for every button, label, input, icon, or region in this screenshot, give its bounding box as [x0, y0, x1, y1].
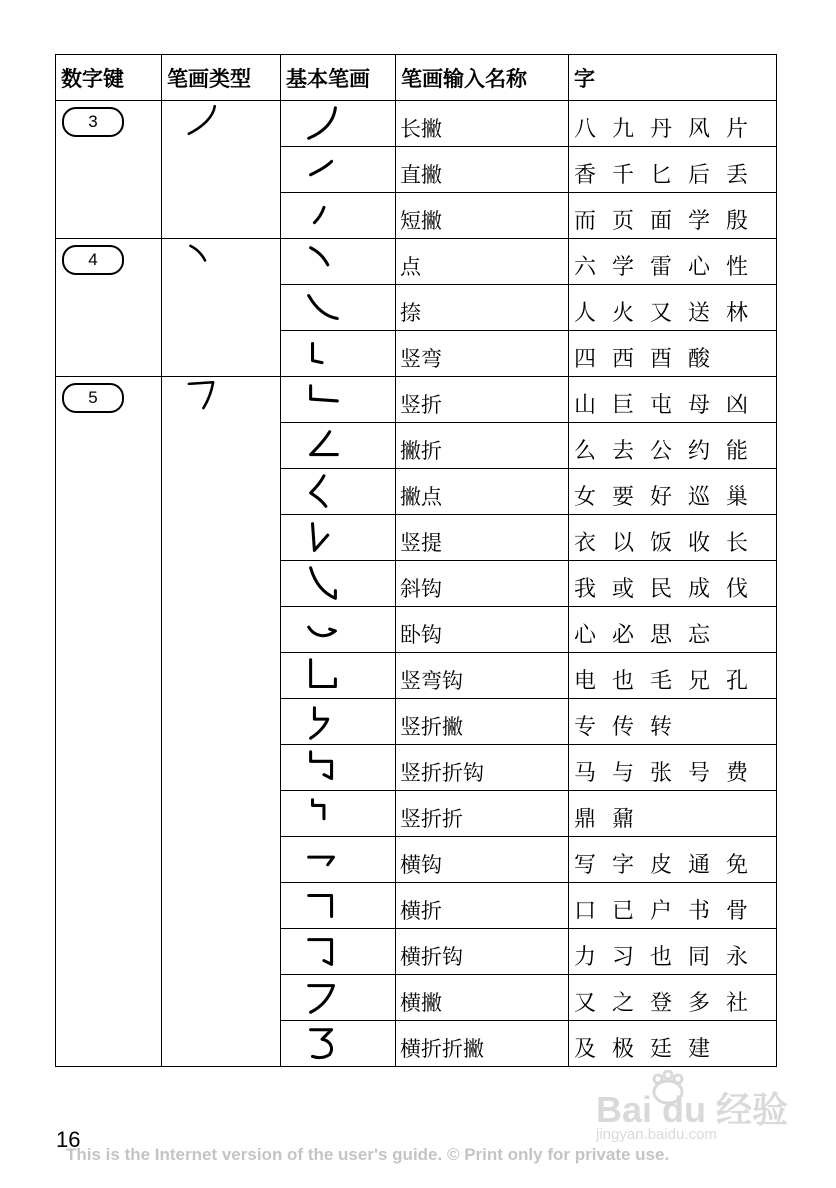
example-character: 极: [612, 1037, 635, 1062]
heng-zhe-zhe-pie-stroke-icon: [303, 1024, 343, 1064]
example-character: 通: [688, 853, 711, 878]
example-character: 丹: [650, 117, 673, 142]
watermark-brand: Bai du 经验: [596, 1089, 789, 1130]
example-character: 永: [726, 945, 749, 970]
stroke-name-cell: [396, 791, 569, 837]
example-character: 么: [574, 439, 597, 464]
example-character: 鼎: [574, 807, 597, 832]
watermark-url: jingyan.baidu.com: [596, 1126, 717, 1143]
stroke-name: 斜钩: [400, 577, 442, 601]
stroke-name: 长撇: [400, 117, 442, 141]
basic-stroke-cell: [281, 883, 396, 929]
example-character: 已: [612, 899, 635, 924]
stroke-name-cell: [396, 101, 569, 147]
example-character: 忘: [688, 623, 711, 648]
stroke-name-cell: [396, 699, 569, 745]
number-key-cell: [56, 101, 162, 239]
basic-stroke-cell: [281, 653, 396, 699]
stroke-name: 横钩: [400, 853, 442, 877]
example-character: 女: [574, 485, 597, 510]
example-character: 而: [574, 209, 597, 234]
table-header-row: [56, 55, 777, 101]
example-character: 户: [650, 899, 673, 924]
example-character: 巡: [688, 485, 711, 510]
heng-zhe-gou-stroke-icon: [303, 932, 343, 972]
example-character: 之: [612, 991, 635, 1016]
example-characters-cell: [569, 147, 777, 193]
header-number-key: 数字键: [56, 55, 162, 101]
example-character: 巢: [726, 485, 749, 510]
flat-pie-stroke-icon: [303, 150, 343, 190]
example-characters-cell: [569, 791, 777, 837]
example-characters-cell: [569, 837, 777, 883]
example-characters-cell: [569, 469, 777, 515]
example-characters-cell: [569, 883, 777, 929]
example-character: 廷: [650, 1037, 673, 1062]
example-character: 免: [726, 853, 749, 878]
pie-stroke-icon: [184, 103, 218, 137]
example-character: 也: [612, 669, 635, 694]
example-character: 传: [612, 715, 635, 740]
example-character: 页: [612, 209, 635, 234]
example-character: 力: [574, 945, 597, 970]
footer-note: This is the Internet version of the user's guide. © Print only for private use.: [66, 1145, 670, 1164]
basic-stroke-cell: [281, 101, 396, 147]
example-character: 转: [650, 715, 673, 740]
stroke-name: 竖折撇: [400, 715, 463, 739]
stroke-name-cell: [396, 285, 569, 331]
basic-stroke-cell: [281, 377, 396, 423]
example-character: 以: [612, 531, 635, 556]
example-characters-cell: [569, 561, 777, 607]
example-characters-cell: [569, 515, 777, 561]
stroke-name: 横撇: [400, 991, 442, 1015]
basic-stroke-cell: [281, 791, 396, 837]
shu-zhe-zhe-gou-stroke-icon: [303, 748, 343, 788]
shu-wan-stroke-icon: [303, 334, 343, 374]
basic-stroke-cell: [281, 331, 396, 377]
example-character: 九: [612, 117, 635, 142]
example-character: 社: [726, 991, 749, 1016]
stroke-name-cell: [396, 975, 569, 1021]
example-characters-cell: [569, 331, 777, 377]
example-character: 风: [688, 117, 711, 142]
example-character: 专: [574, 715, 597, 740]
example-character: 我: [574, 577, 597, 602]
example-character: 心: [574, 623, 597, 648]
stroke-table: [55, 54, 777, 1067]
watermark-logo: [596, 1070, 796, 1150]
basic-stroke-cell: [281, 147, 396, 193]
shu-ti-stroke-icon: [303, 518, 343, 558]
example-character: 伐: [726, 577, 749, 602]
basic-stroke-cell: [281, 745, 396, 791]
table-row: [56, 239, 777, 285]
stroke-name: 竖折: [400, 393, 442, 417]
keycap-3: 3: [62, 107, 124, 137]
stroke-name: 竖弯钩: [400, 669, 463, 693]
example-character: 张: [650, 761, 673, 786]
stroke-name: 横折: [400, 899, 442, 923]
shu-wan-gou-stroke-icon: [303, 656, 343, 696]
example-characters-cell: [569, 239, 777, 285]
example-character: 习: [612, 945, 635, 970]
pie-zhe-stroke-icon: [303, 426, 343, 466]
example-character: 性: [726, 255, 749, 280]
stroke-name-cell: [396, 147, 569, 193]
example-character: 马: [574, 761, 597, 786]
example-character: 登: [650, 991, 673, 1016]
example-characters-cell: [569, 653, 777, 699]
basic-stroke-cell: [281, 285, 396, 331]
example-character: 学: [612, 255, 635, 280]
example-character: 凶: [726, 393, 749, 418]
example-character: 火: [612, 301, 635, 326]
example-character: 要: [612, 485, 635, 510]
stroke-name-cell: [396, 561, 569, 607]
example-character: 口: [574, 899, 597, 924]
example-characters-cell: [569, 101, 777, 147]
example-character: 丢: [726, 163, 749, 188]
example-character: 收: [688, 531, 711, 556]
stroke-name: 竖弯: [400, 347, 442, 371]
example-characters-cell: [569, 929, 777, 975]
basic-stroke-cell: [281, 193, 396, 239]
stroke-name-cell: [396, 607, 569, 653]
number-key-cell: [56, 377, 162, 1067]
short-pie-stroke-icon: [303, 196, 343, 236]
example-character: 后: [688, 163, 711, 188]
example-character: 也: [650, 945, 673, 970]
example-character: 匕: [650, 163, 673, 188]
zhe-stroke-icon: [184, 379, 218, 413]
dot-stroke-icon: [303, 242, 343, 282]
example-characters-cell: [569, 745, 777, 791]
example-character: 及: [574, 1037, 597, 1062]
stroke-name: 直撇: [400, 163, 442, 187]
example-character: 面: [650, 209, 673, 234]
stroke-name: 竖提: [400, 531, 442, 555]
example-character: 好: [650, 485, 673, 510]
stroke-type-cell: [162, 377, 281, 1067]
basic-stroke-cell: [281, 837, 396, 883]
example-character: 书: [688, 899, 711, 924]
stroke-name-cell: [396, 883, 569, 929]
stroke-name-cell: [396, 929, 569, 975]
stroke-name-cell: [396, 377, 569, 423]
example-character: 民: [650, 577, 673, 602]
stroke-name: 捺: [400, 301, 421, 325]
stroke-name: 竖折折钩: [400, 761, 484, 785]
stroke-type-cell: [162, 239, 281, 377]
example-character: 雷: [650, 255, 673, 280]
example-character: 心: [688, 255, 711, 280]
basic-stroke-cell: [281, 239, 396, 285]
number-key-cell: [56, 239, 162, 377]
example-characters-cell: [569, 607, 777, 653]
example-character: 衣: [574, 531, 597, 556]
table-row: [56, 377, 777, 423]
example-character: 鼐: [612, 807, 635, 832]
example-character: 八: [574, 117, 597, 142]
example-character: 西: [612, 347, 635, 372]
stroke-name-cell: [396, 331, 569, 377]
example-character: 写: [574, 853, 597, 878]
header-stroke-type: 笔画类型: [162, 55, 281, 101]
example-characters-cell: [569, 975, 777, 1021]
example-character: 片: [726, 117, 749, 142]
example-character: 毛: [650, 669, 673, 694]
example-character: 同: [688, 945, 711, 970]
example-character: 人: [574, 301, 597, 326]
pie-dian-stroke-icon: [303, 472, 343, 512]
example-character: 多: [688, 991, 711, 1016]
stroke-name-cell: [396, 469, 569, 515]
stroke-type-cell: [162, 101, 281, 239]
example-character: 或: [612, 577, 635, 602]
example-character: 送: [688, 301, 711, 326]
example-character: 与: [612, 761, 635, 786]
header-stroke-input-name: 笔画输入名称: [396, 55, 569, 101]
example-characters-cell: [569, 377, 777, 423]
example-characters-cell: [569, 1021, 777, 1067]
basic-stroke-cell: [281, 1021, 396, 1067]
example-character: 千: [612, 163, 635, 188]
example-character: 酸: [688, 347, 711, 372]
heng-gou-stroke-icon: [303, 840, 343, 880]
header-characters: 字: [569, 55, 777, 101]
example-character: 号: [688, 761, 711, 786]
example-character: 香: [574, 163, 597, 188]
stroke-name-cell: [396, 515, 569, 561]
example-character: 巨: [612, 393, 635, 418]
example-character: 长: [726, 531, 749, 556]
example-character: 林: [726, 301, 749, 326]
stroke-name: 点: [400, 255, 421, 279]
stroke-name: 横折折撇: [400, 1037, 484, 1061]
basic-stroke-cell: [281, 515, 396, 561]
header-basic-stroke: 基本笔画: [281, 55, 396, 101]
stroke-name: 横折钩: [400, 945, 463, 969]
example-character: 皮: [650, 853, 673, 878]
stroke-name: 撇折: [400, 439, 442, 463]
example-character: 又: [650, 301, 673, 326]
example-character: 母: [688, 393, 711, 418]
table-row: [56, 101, 777, 147]
basic-stroke-cell: [281, 699, 396, 745]
shu-zhe-pie-stroke-icon: [303, 702, 343, 742]
example-character: 思: [650, 623, 673, 648]
example-character: 山: [574, 393, 597, 418]
shu-zhe-zhe-stroke-icon: [303, 794, 343, 834]
example-character: 酉: [650, 347, 673, 372]
example-character: 费: [726, 761, 749, 786]
long-pie-stroke-icon: [303, 104, 343, 144]
basic-stroke-cell: [281, 469, 396, 515]
example-characters-cell: [569, 423, 777, 469]
basic-stroke-cell: [281, 607, 396, 653]
stroke-name-cell: [396, 745, 569, 791]
basic-stroke-cell: [281, 929, 396, 975]
example-character: 建: [688, 1037, 711, 1062]
stroke-name: 撇点: [400, 485, 442, 509]
example-character: 屯: [650, 393, 673, 418]
stroke-name-cell: [396, 239, 569, 285]
example-character: 字: [612, 853, 635, 878]
example-character: 四: [574, 347, 597, 372]
keycap-5: 5: [62, 383, 124, 413]
heng-zhe-stroke-icon: [303, 886, 343, 926]
na-stroke-icon: [303, 288, 343, 328]
example-character: 学: [688, 209, 711, 234]
example-character: 骨: [726, 899, 749, 924]
wo-gou-stroke-icon: [303, 610, 343, 650]
stroke-name: 竖折折: [400, 807, 463, 831]
basic-stroke-cell: [281, 423, 396, 469]
basic-stroke-cell: [281, 975, 396, 1021]
stroke-name-cell: [396, 653, 569, 699]
example-character: 能: [726, 439, 749, 464]
example-character: 电: [574, 669, 597, 694]
dot-stroke-icon: [184, 241, 218, 275]
example-character: 又: [574, 991, 597, 1016]
keycap-4: 4: [62, 245, 124, 275]
basic-stroke-cell: [281, 561, 396, 607]
example-character: 兄: [688, 669, 711, 694]
example-character: 必: [612, 623, 635, 648]
example-character: 公: [650, 439, 673, 464]
page-number: 16: [56, 1127, 81, 1152]
example-character: 约: [688, 439, 711, 464]
heng-pie-stroke-icon: [303, 978, 343, 1018]
example-characters-cell: [569, 699, 777, 745]
example-characters-cell: [569, 285, 777, 331]
stroke-name-cell: [396, 193, 569, 239]
example-character: 殷: [726, 209, 749, 234]
stroke-name-cell: [396, 1021, 569, 1067]
example-character: 成: [688, 577, 711, 602]
example-character: 饭: [650, 531, 673, 556]
xie-gou-stroke-icon: [303, 564, 343, 604]
example-character: 孔: [726, 669, 749, 694]
stroke-name: 短撇: [400, 209, 442, 233]
shu-zhe-stroke-icon: [303, 380, 343, 420]
example-character: 六: [574, 255, 597, 280]
example-characters-cell: [569, 193, 777, 239]
stroke-name: 卧钩: [400, 623, 442, 647]
example-character: 去: [612, 439, 635, 464]
stroke-name-cell: [396, 837, 569, 883]
stroke-name-cell: [396, 423, 569, 469]
